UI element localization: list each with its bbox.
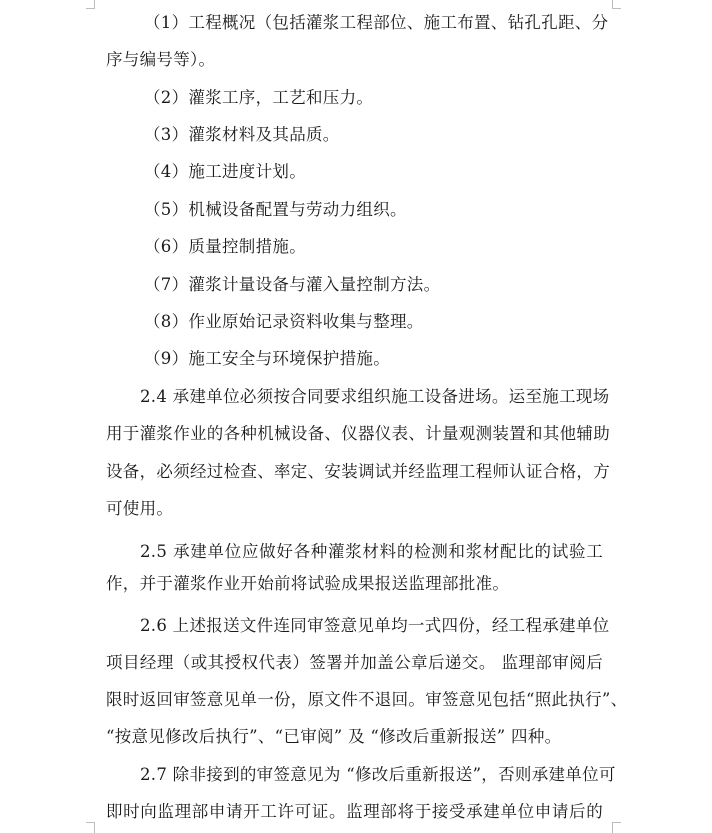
paragraph-2-5-line-1: 2.5 承建单位应做好各种灌浆材料的检测和浆材配比的试验工: [140, 542, 603, 561]
margin-corner-mark: [612, 822, 621, 833]
paragraph-2-4-line-2: 用于灌浆作业的各种机械设备、仪器仪表、计量观测装置和其他辅助: [106, 424, 610, 443]
list-item-6: （6）质量控制措施。: [144, 237, 306, 256]
list-item-7: （7）灌浆计量设备与灌入量控制方法。: [144, 275, 441, 294]
list-item-3: （3）灌浆材料及其品质。: [144, 125, 340, 144]
list-item-1-line-2: 序与编号等）。: [106, 50, 216, 69]
paragraph-2-7-line-1: 2.7 除非接到的审签意见为 “修改后重新报送”，否则承建单位可: [140, 765, 616, 784]
paragraph-2-4-line-1: 2.4 承建单位必须按合同要求组织施工设备进场。运至施工现场: [140, 387, 610, 406]
paragraph-2-6-line-1: 2.6 上述报送文件连同审签意见单均一式四份，经工程承建单位: [140, 616, 610, 635]
list-item-9: （9）施工安全与环境保护措施。: [144, 349, 390, 368]
paragraph-2-7-line-2: 即时向监理部申请开工许可证。监理部将于接受承建单位申请后的: [106, 802, 603, 821]
paragraph-2-6-line-4: “按意见修改后执行”、“已审阅” 及 “修改后重新报送” 四种。: [106, 727, 562, 746]
margin-corner-mark: [86, 822, 95, 833]
paragraph-2-4-line-4: 可使用。: [106, 499, 174, 518]
margin-corner-mark: [86, 0, 95, 9]
list-item-2: （2）灌浆工序，工艺和压力。: [144, 88, 374, 107]
list-item-8: （8）作业原始记录资料收集与整理。: [144, 312, 424, 331]
paragraph-2-6-line-2: 项目经理（或其授权代表）签署并加盖公章后递交。 监理部审阅后: [106, 653, 603, 672]
paragraph-2-4-line-3: 设备，必须经过检查、率定、安装调试并经监理工程师认证合格，方: [106, 462, 610, 481]
margin-corner-mark: [612, 0, 621, 9]
paragraph-2-6-line-3: 限时返回审签意见单一份，原文件不退回。审签意见包括“照此执行”、: [106, 690, 628, 709]
list-item-4: （4）施工进度计划。: [144, 162, 306, 181]
list-item-5: （5）机械设备配置与劳动力组织。: [144, 200, 407, 219]
list-item-1-line-1: （1）工程概况（包括灌浆工程部位、施工布置、钻孔孔距、分: [144, 13, 609, 32]
paragraph-2-5-line-2: 作，并于灌浆作业开始前将试验成果报送监理部批准。: [106, 574, 510, 593]
